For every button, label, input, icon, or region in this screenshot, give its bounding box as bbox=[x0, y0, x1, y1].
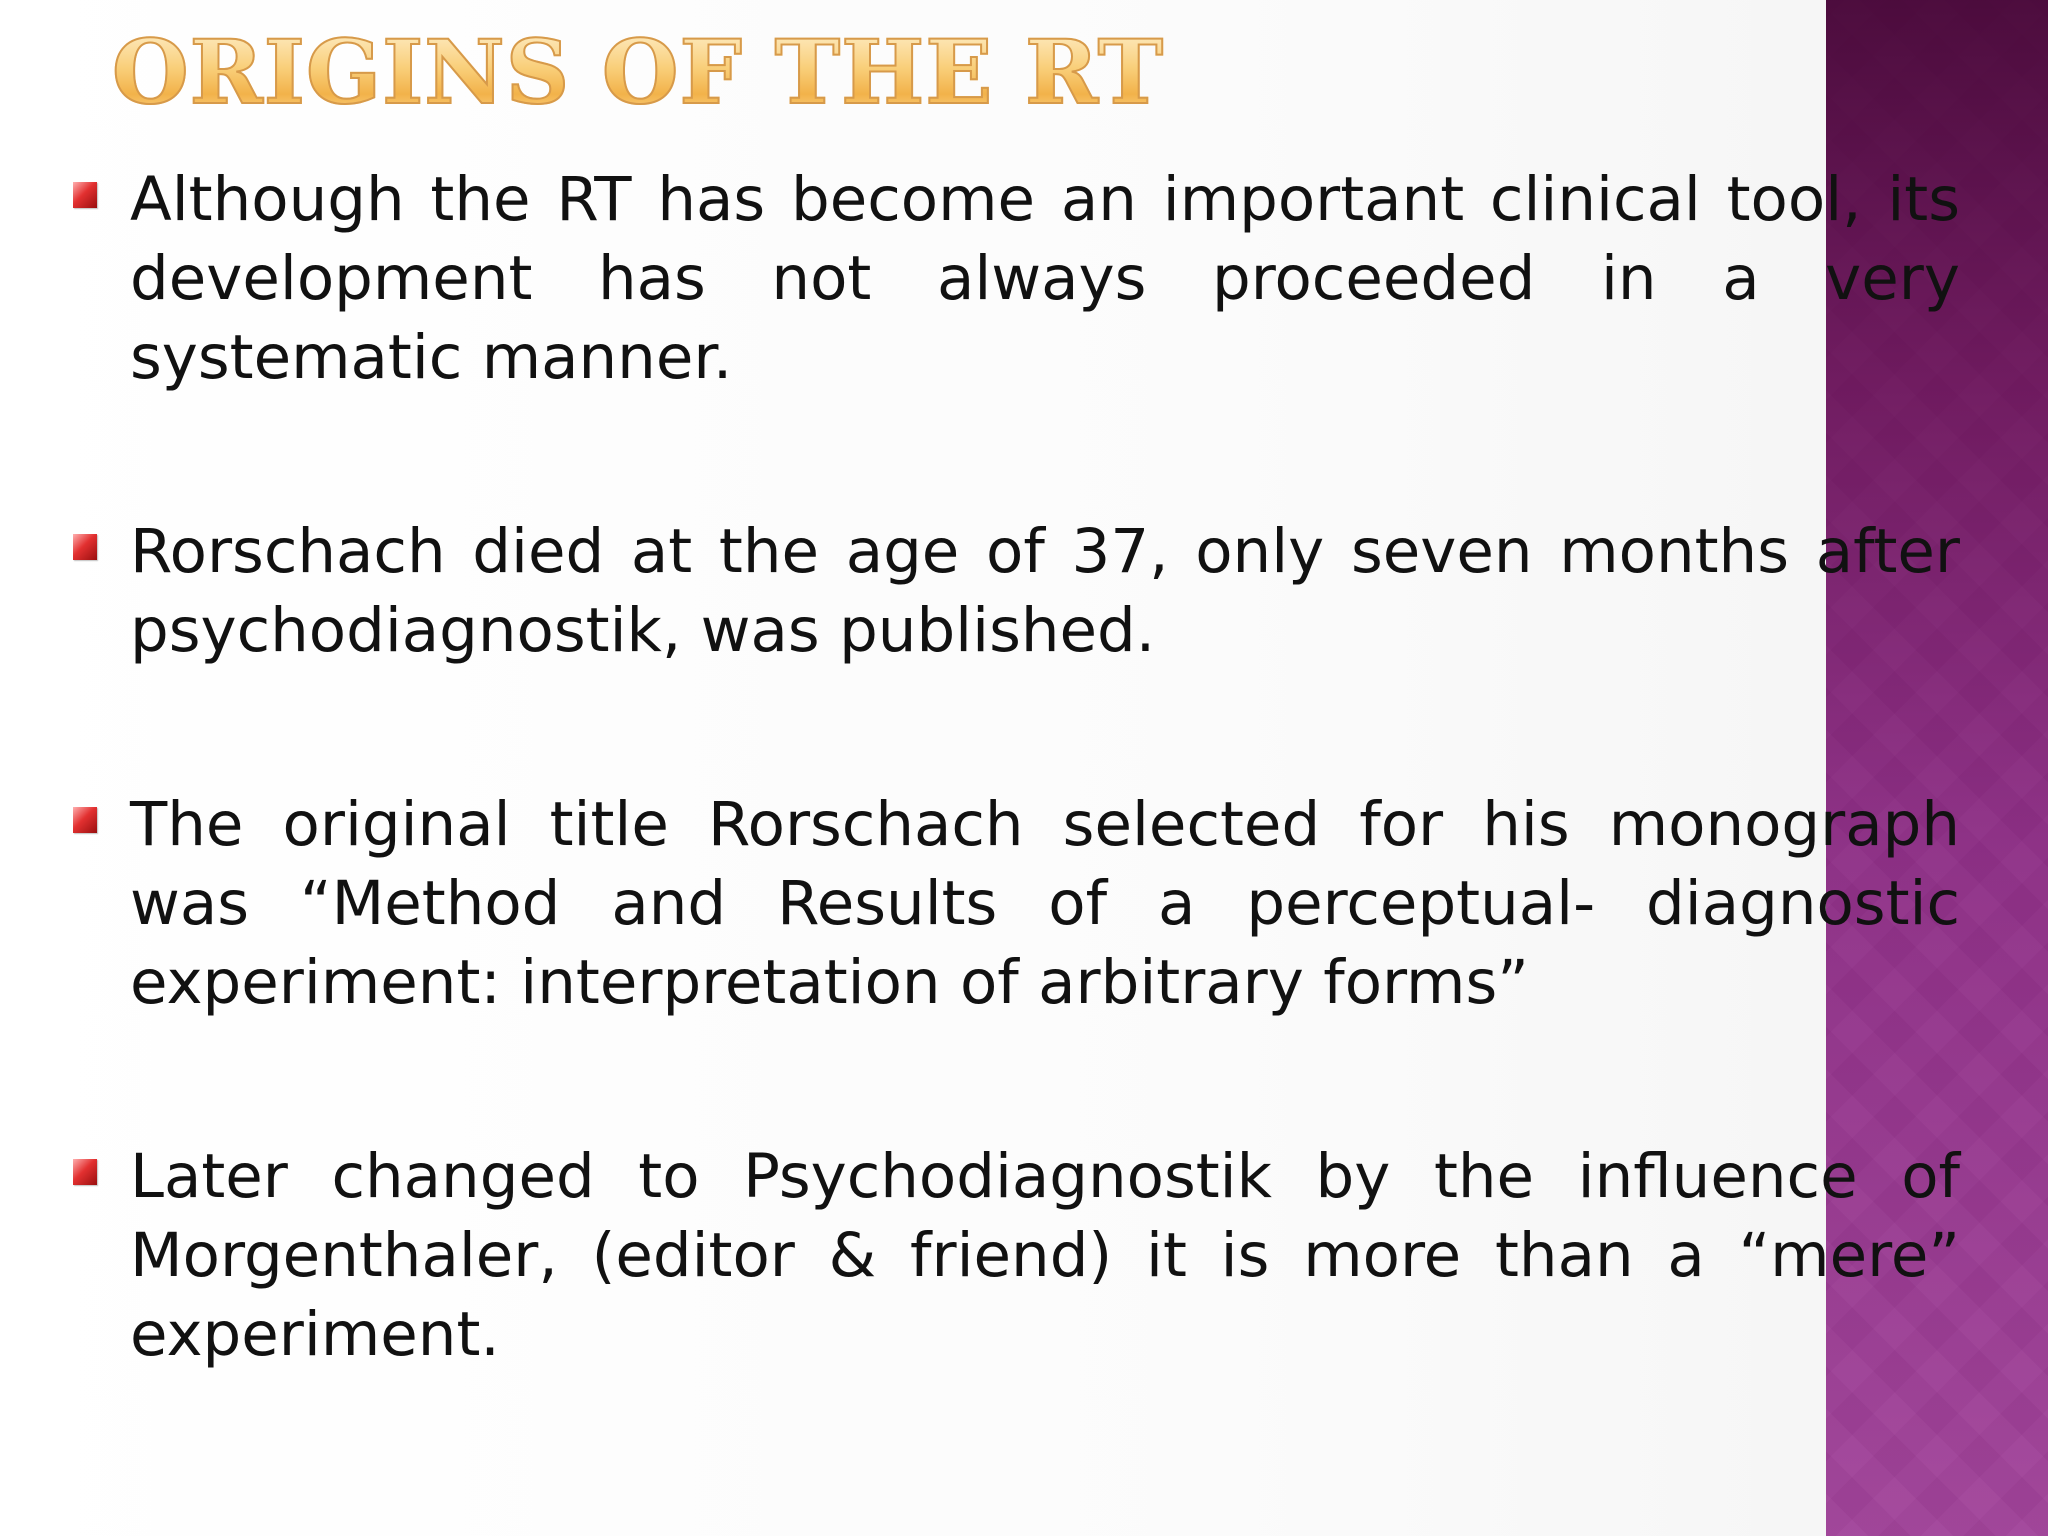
bullet-text: Later changed to Psychodiagnostik by the influence of Morgenthaler, (editor & friend) it is more than a “mere” experiment. bbox=[130, 1141, 1960, 1370]
red-square-bullet-icon bbox=[73, 807, 97, 833]
bullet-list bbox=[68, 160, 1960, 1374]
bullet-item bbox=[68, 785, 1960, 1022]
bullet-item bbox=[68, 1137, 1960, 1374]
red-square-bullet-icon bbox=[73, 182, 97, 208]
bullet-text: Although the RT has become an important clinical tool, its development has not always proceeded in a very systematic manner. bbox=[130, 164, 1960, 393]
red-square-bullet-icon bbox=[73, 1159, 97, 1185]
bullet-text: The original title Rorschach selected for his monograph was “Method and Results of a perceptual- diagnostic experiment: interpretation of arbitrary forms” bbox=[130, 789, 1960, 1018]
red-square-bullet-icon bbox=[73, 534, 97, 560]
slide-title: ORIGINS OF THE RT bbox=[112, 20, 1165, 124]
bullet-item bbox=[68, 160, 1960, 397]
bullet-item bbox=[68, 512, 1960, 670]
bullet-text: Rorschach died at the age of 37, only seven months after psychodiagnostik, was published. bbox=[130, 516, 1960, 666]
